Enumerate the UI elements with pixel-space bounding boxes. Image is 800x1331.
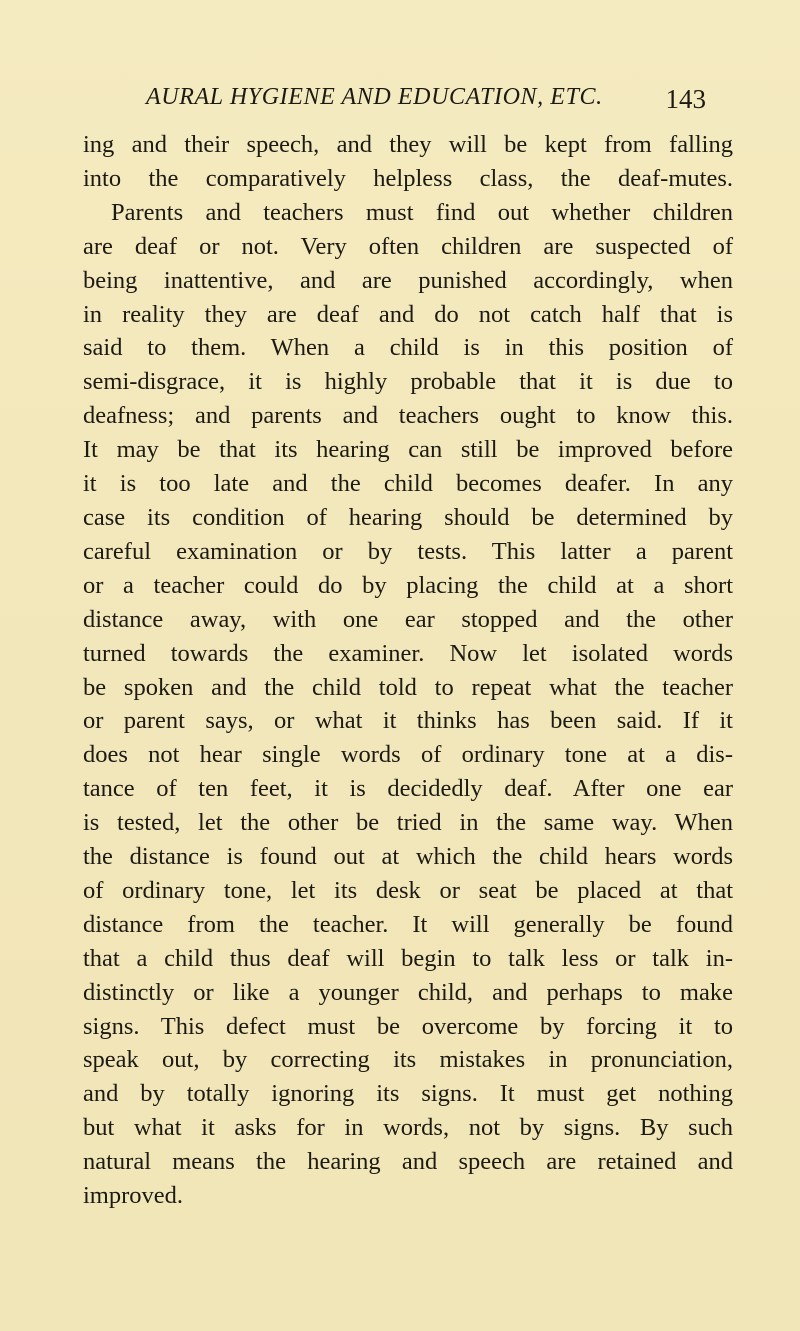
text-line: speak out, by correcting its mistakes in pronunciation, (83, 1046, 733, 1074)
text-line: distance away, with one ear stopped and the other (83, 605, 733, 633)
text-line: is tested, let the other be tried in the same way. When (83, 809, 733, 837)
text-line: distinctly or like a younger child, and perhaps to make (83, 978, 733, 1006)
text-line: the distance is found out at which the child hears words (83, 843, 733, 871)
body-text (83, 128, 733, 1213)
text-line: that a child thus deaf will begin to talk less or talk in- (83, 944, 733, 972)
text-line: improved. (83, 1182, 184, 1210)
text-line: careful examination or by tests. This latter a parent (83, 537, 733, 565)
text-line: natural means the hearing and speech are retained and (83, 1148, 733, 1176)
text-line: and by totally ignoring its signs. It must get nothing (83, 1080, 733, 1108)
text-line: be spoken and the child told to repeat what the teacher (83, 673, 733, 701)
text-line: distance from the teacher. It will generally be found (83, 910, 733, 938)
text-line: it is too late and the child becomes deafer. In any (83, 470, 733, 498)
text-line: said to them. When a child is in this position of (83, 334, 733, 362)
running-head (146, 84, 706, 124)
text-line: turned towards the examiner. Now let isolated words (83, 639, 733, 667)
text-line: or parent says, or what it thinks has been said. If it (83, 707, 733, 735)
text-line: semi-disgrace, it is highly probable that it is due to (83, 368, 733, 396)
text-line: signs. This defect must be overcome by forcing it to (83, 1012, 733, 1040)
text-line: does not hear single words of ordinary tone at a dis- (83, 741, 733, 769)
text-line: into the comparatively helpless class, the deaf-mutes. (83, 164, 733, 192)
text-line: It may be that its hearing can still be improved before (83, 436, 733, 464)
text-line: deafness; and parents and teachers ought to know this. (83, 402, 733, 430)
text-line: but what it asks for in words, not by signs. By such (83, 1114, 733, 1142)
text-line: being inattentive, and are punished accordingly, when (83, 266, 733, 294)
text-line: in reality they are deaf and do not catch half that is (83, 300, 733, 328)
text-line: ing and their speech, and they will be kept from falling (83, 131, 733, 158)
text-line: or a teacher could do by placing the child at a short (83, 571, 733, 599)
text-line: tance of ten feet, it is decidedly deaf. After one ear (83, 775, 733, 803)
text-line: of ordinary tone, let its desk or seat be placed at that (83, 876, 733, 904)
page-number: 143 (665, 84, 706, 114)
text-line: case its condition of hearing should be determined by (83, 503, 733, 531)
text-line: Parents and teachers must find out whether children (111, 198, 733, 226)
running-title: AURAL HYGIENE AND EDUCATION, ETC. (146, 84, 603, 110)
text-line: are deaf or not. Very often children are suspected of (83, 232, 733, 260)
